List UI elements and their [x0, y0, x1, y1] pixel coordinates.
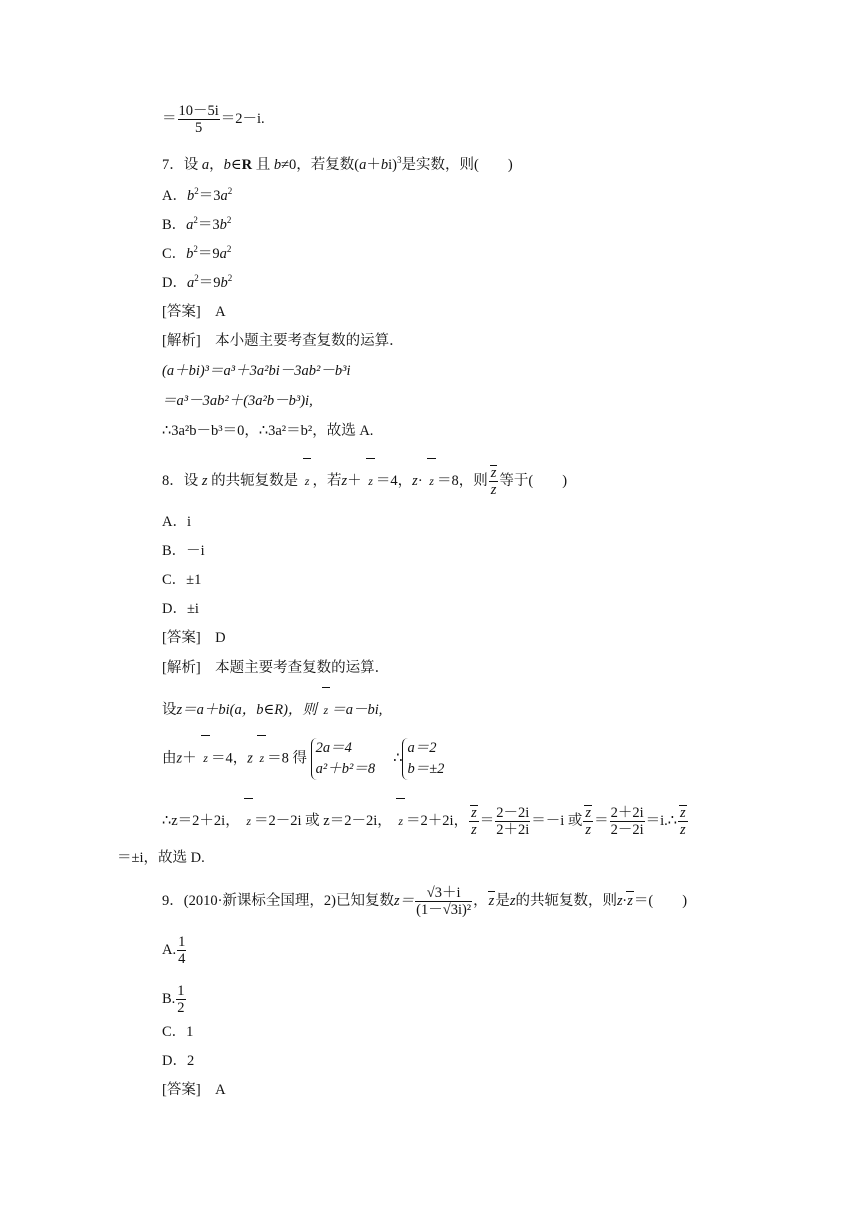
z-conjugate: z — [302, 471, 313, 491]
q7-step-2: ＝a³－3ab²＋(3a²b－b³)i, — [162, 393, 313, 409]
q9-answer: [答案] A — [162, 1082, 226, 1098]
zbar-over-z-fraction: $\frac{z}{z}$ — [490, 465, 497, 498]
question-8-stem: 8．设 z 的共轭复数是 z ，若z＋ z ＝4，z· z ＝8，则 $\frac{z}{z}$ 等于( ) — [162, 465, 568, 498]
q8-step-2: 由z＋ z ＝4，z z ＝8 得 2a＝4 a²＋b²＝8 ∴ a＝2 b＝±2 — [162, 738, 444, 780]
question-7-stem: 7．设 a，b∈R 且 b≠0，若复数$(a+bi)^3$是实数，则( ) — [162, 155, 513, 173]
q7-analysis: [解析] 本小题主要考查复数的运算． — [162, 333, 404, 349]
fraction-result: ＝2－i. — [220, 110, 265, 127]
equation-system-2: a＝2 b＝±2 — [402, 738, 444, 780]
q9-fraction: $\frac{√3+i}{\text{(1－√3i)²}}$ — [416, 885, 472, 918]
q7-step-3: ∴3a²b－b³＝0，∴3a²＝b²，故选 A. — [162, 423, 374, 439]
question-9-stem: 9．(2010·新课标全国理，2)已知复数z＝ $\frac{√3+i}{\text{(1－√3i)²}}$ ，z是z的共轭复数，则z·z＝( ) — [162, 885, 688, 918]
q9-option-d: D．2 — [162, 1053, 195, 1069]
q8-step-1: 设z＝a＋bi(a，b∈R)，则 z ＝a－bi, — [162, 702, 383, 718]
fraction: $\frac{10-5i}{5}$ — [178, 103, 219, 136]
q8-analysis: [解析] 本题主要考查复数的运算． — [162, 660, 390, 676]
q8-step-3: ∴z＝2＋2i， z ＝2－2i 或 z＝2－2i， z ＝2＋2i， $\frac{z}{z}$ ＝ $\frac{2-2i}{2+2i}$ ＝－i 或 $\frac{z}{z}$ ＝ $\frac{2+2i}{2-2i}$ ＝i.∴ $\frac{z}{z}$ — [162, 805, 686, 838]
q8-option-c: C．±1 — [162, 572, 202, 588]
prev-answer-fraction-line — [162, 103, 265, 136]
q9-option-a: A. $\frac{1}{4}$ — [162, 934, 186, 967]
q7-answer: [答案] A — [162, 304, 226, 320]
q8-option-a: A．i — [162, 514, 191, 530]
q7-option-b: B．$a^2=3b^2$ — [162, 215, 232, 233]
q7-option-c: C．$b^2=9a^2$ — [162, 244, 232, 262]
q7-option-a: A．$b^2=3a^2$ — [162, 186, 233, 204]
q8-option-b: B．－i — [162, 543, 205, 559]
equals-sign: ＝ — [162, 110, 177, 127]
equation-system-1: 2a＝4 a²＋b²＝8 — [311, 738, 375, 780]
q8-answer: [答案] D — [162, 630, 226, 646]
q7-option-d: D．$a^2=9b^2$ — [162, 273, 233, 291]
q8-final: ＝±i，故选 D. — [117, 850, 205, 866]
q9-option-b: B. $\frac{1}{2}$ — [162, 983, 185, 1016]
q9-option-c: C．1 — [162, 1024, 194, 1040]
q8-option-d: D．±i — [162, 601, 199, 617]
q7-step-1: (a＋bi)³＝a³＋3a²bi－3ab²－b³i — [162, 363, 351, 379]
